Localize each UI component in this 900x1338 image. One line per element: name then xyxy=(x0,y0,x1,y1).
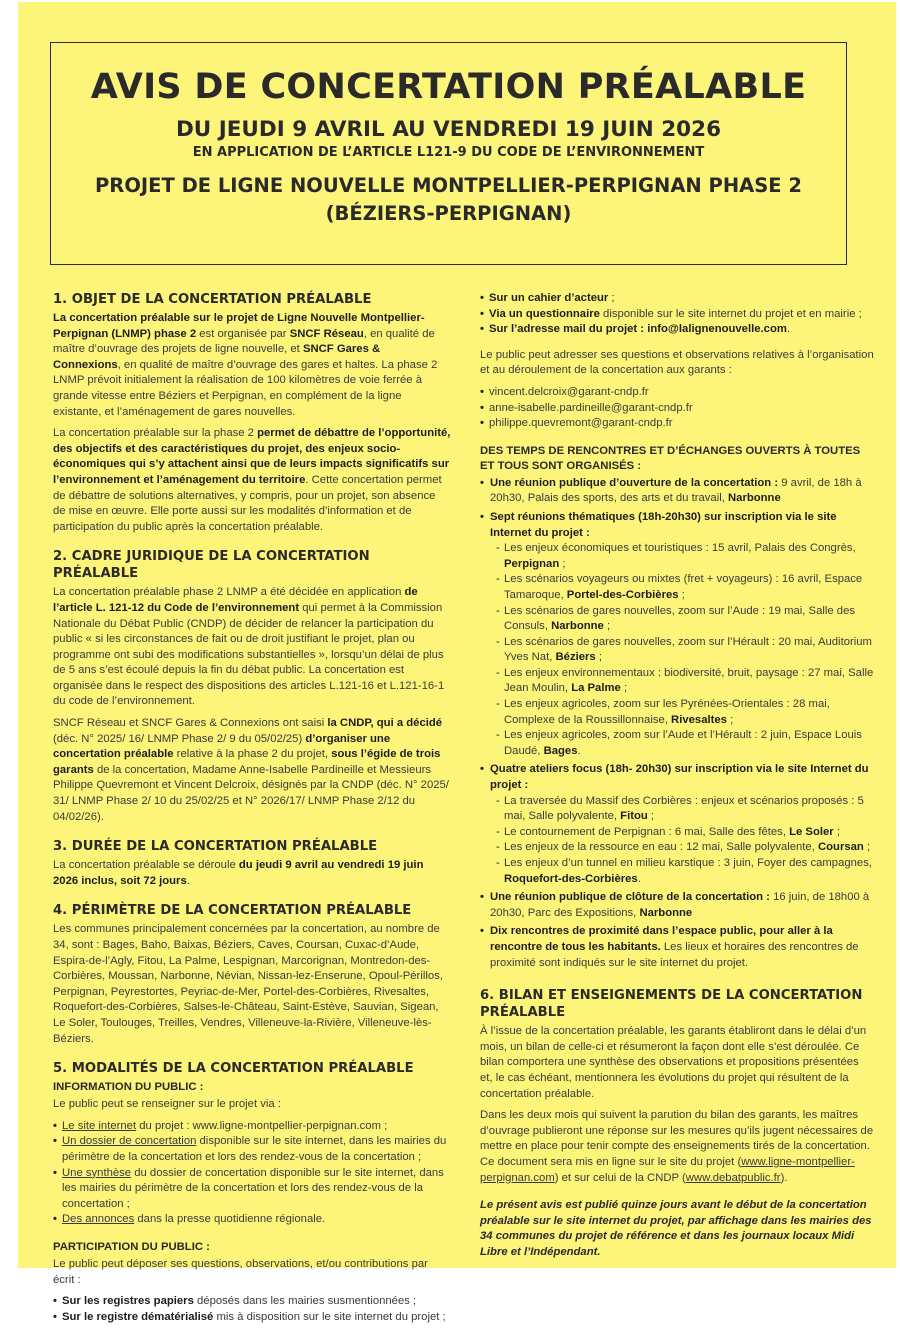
right-column xyxy=(480,291,874,1273)
section-title: 5. MODALITÉS DE LA CONCERTATION PRÉALABLE xyxy=(53,1061,414,1077)
list-item: • Sur les registres papiers déposés dans les mairies susmentionnées ; xyxy=(53,1294,451,1310)
closing-statement: Le présent avis est publié quinze jours avant le début de la concertation préalable sur le site internet du projet, par affichage dans les mairies des 34 communes du projet de référence et dans les journaux locaux Midi Libre et l’Indépendant. xyxy=(480,1199,872,1258)
section-title: 3. DURÉE DE LA CONCERTATION PRÉALABLE xyxy=(53,839,378,855)
info-list xyxy=(53,1119,451,1228)
garants-list xyxy=(480,385,874,432)
section-perimetre xyxy=(53,902,451,1047)
paragraph: La concertation préalable phase 2 LNMP a été décidée en application de l’article L. 121-12 du Code de l’environnement qui permet à la Commission Nationale du Débat Public (CNDP) de décider de relancer la participation du public « si les circonstances de fait ou de droit justifiant le projet, plan ou programme ont subi des modifications substantielles », lorsqu’un délai de plus de 5 ans s’est écoulé depuis la fin du débat public. La concertation est organisée dans le respect des dispositions des articles L.121-16 et L.121-16-1 du code de l’environnement. xyxy=(53,586,445,708)
atelier-item: - Les enjeux d’un tunnel en milieu karstique : 3 juin, Foyer des campagnes, Roquefort-des-Corbières. xyxy=(490,856,874,887)
list-item: • Via un questionnaire disponible sur le site internet du projet et en mairie ; xyxy=(480,307,874,323)
section-duree xyxy=(53,838,451,889)
paragraph: SNCF Réseau et SNCF Gares & Connexions ont saisi la CNDP, qui a décidé (déc. N° 2025/ 16/ LNMP Phase 2/ 9 du 05/02/25) d’organiser une concertation préalable relative à la phase 2 du projet, sous l’égide de trois garants de la concertation, Madame Anne-Isabelle Pardineille et Messieurs Philippe Quevremont et Vincent Delcroix, désignés par la CNDP (déc. N° 2025/ 31/ LNMP Phase 2/ 10 du 25/02/25 et N° 2026/17/ LNMP Phase 2/12 du 04/02/26). xyxy=(53,717,449,823)
section-cadre-juridique xyxy=(53,548,451,825)
project-title: PROJET DE LIGNE NOUVELLE MONTPELLIER-PERPIGNAN PHASE 2 (BÉZIERS-PERPIGNAN) xyxy=(95,174,802,225)
notice-title: AVIS DE CONCERTATION PRÉALABLE xyxy=(90,67,807,107)
list-item: • Un dossier de concertation disponible sur le site internet, dans les mairies du périmètre de la concertation et lors des rendez-vous de la concertation ; xyxy=(53,1134,451,1165)
theme-item: - Les enjeux agricoles, zoom sur l’Aude et l’Hérault : 2 juin, Espace Louis Daudé, Bages. xyxy=(490,728,874,759)
header-box xyxy=(50,42,847,265)
paragraph: Dans les deux mois qui suivent la parution du bilan des garants, les maîtres d’ouvrage publieront une réponse sur les mesures qu’ils jugent nécessaires de mettre en place pour tenir compte des enseignements tirés de la concertation. Ce document sera mis en ligne sur le site du projet (www.ligne-montpellier-perpignan.com) et sur celui de la CNDP (www.debatpublic.fr). xyxy=(480,1109,874,1184)
participation-list xyxy=(53,1294,451,1325)
garant-email: • anne-isabelle.pardineille@garant-cndp.fr xyxy=(480,401,874,417)
list-item: • Une réunion publique d’ouverture de la concertation : 9 avril, de 18h à 20h30, Palais des sports, des arts et du travail, Narbonne xyxy=(480,476,874,507)
theme-item: - Les scénarios voyageurs ou mixtes (fret + voyageurs) : 16 avril, Espace Tamaroque, Portel-des-Corbières ; xyxy=(490,572,874,603)
theme-item: - Les scénarios de gares nouvelles, zoom sur l’Hérault : 20 mai, Auditorium Yves Nat, Béziers ; xyxy=(490,635,874,666)
section-modalites xyxy=(53,1060,451,1325)
paragraph: La concertation préalable sur la phase 2 permet de débattre de l’opportunité, des objectifs et des caractéristiques du projet, des enjeux socio-économiques qui s’y attachent ainsi que de leurs impacts significatifs sur l’environnement et l’aménagement du territoire. Cette concertation permet de débattre de solutions alternatives, y compris, pour un projet, son absence de mise en œuvre. Elle porte aussi sur les modalités d’information et de participation du public après la concertation préalable. xyxy=(53,427,451,533)
theme-item: - Les scénarios de gares nouvelles, zoom sur l’Aude : 19 mai, Salle des Consuls, Narbonne ; xyxy=(490,604,874,635)
list-item: • Sur l’adresse mail du projet : info@lalignenouvelle.com. xyxy=(480,322,874,338)
section-title: 6. BILAN ET ENSEIGNEMENTS DE LA CONCERTATION PRÉALABLE xyxy=(480,988,863,1021)
paragraph: La concertation préalable sur le projet de Ligne Nouvelle Montpellier-Perpignan (LNMP) phase 2 est organisée par SNCF Réseau, en qualité de maître d’ouvrage des projets de ligne nouvelle, et SNCF Gares & Connexions, en qualité de maître d’ouvrage des gares et haltes. La phase 2 LNMP prévoit initialement la réalisation de 100 kilomètres de voie ferrée à grande vitesse entre Béziers et Perpignan, en complément de la ligne existante, et l’aménagement de gares nouvelles. xyxy=(53,312,438,418)
atelier-item: - La traversée du Massif des Corbières : enjeux et scénarios proposés : 5 mai, Salle polyvalente, Fitou ; xyxy=(490,794,874,825)
atelier-item: - Le contournement de Perpignan : 6 mai, Salle des fêtes, Le Soler ; xyxy=(490,825,874,841)
section-title: 4. PÉRIMÈTRE DE LA CONCERTATION PRÉALABLE xyxy=(53,903,412,919)
theme-item: - Les enjeux environnementaux : biodiversité, bruit, paysage : 27 mai, Salle Jean Moulin, La Palme ; xyxy=(490,666,874,697)
section-objet xyxy=(53,291,451,535)
paragraph: Le public peut déposer ses questions, observations, et/ou contributions par écrit : xyxy=(53,1257,428,1286)
meetings-list xyxy=(480,476,874,971)
subsection-title: PARTICIPATION DU PUBLIC : xyxy=(53,1240,210,1253)
section-title: 2. CADRE JURIDIQUE DE LA CONCERTATION PRÉALABLE xyxy=(53,549,370,582)
paragraph: À l’issue de la concertation préalable, les garants établiront dans le délai d’un mois, un bilan de celle-ci et résumeront la façon dont elle s’est déroulée. Ce bilan comportera une synthèse des observations et propositions présentées et, le cas échéant, mentionnera les évolutions du projet qui résultent de la concertation préalable. xyxy=(480,1025,867,1100)
paragraph: La concertation préalable se déroule du jeudi 9 avril au vendredi 19 juin 2026 inclus, soit 72 jours. xyxy=(53,859,424,887)
list-item: • Sur un cahier d’acteur ; xyxy=(480,291,874,307)
notice-legal-basis: EN APPLICATION DE L’ARTICLE L121-9 DU CODE DE L’ENVIRONNEMENT xyxy=(192,145,705,160)
themes-list xyxy=(490,541,874,759)
list-item: • Des annonces dans la presse quotidienne régionale. xyxy=(53,1212,451,1228)
list-item: • Sur le registre dématérialisé mis à disposition sur le site internet du projet ; xyxy=(53,1310,451,1326)
garant-email: • vincent.delcroix@garant-cndp.fr xyxy=(480,385,874,401)
garant-email: • philippe.quevremont@garant-cndp.fr xyxy=(480,416,874,432)
list-item: • Une synthèse du dossier de concertation disponible sur le site internet, dans les mairies du périmètre de la concertation et lors des rendez-vous de la concertation ; xyxy=(53,1166,451,1213)
participation-list-cont xyxy=(480,291,874,338)
list-item: • Une réunion publique de clôture de la concertation : 16 juin, de 18h00 à 20h30, Parc des Expositions, Narbonne xyxy=(480,890,874,921)
list-item: • Sept réunions thématiques (18h-20h30) sur inscription via le site Internet du projet : - Les enjeux économiques et touristiques : 15 avril, Palais des Congrès, Perpignan ; - Les scénarios voyageurs ou mixtes (fret + voyageurs) : 16 avril, Espace Tamaroque, Portel-des-Corbières ; - Les scénarios de gares nouvelles, zoom sur l’Aude : 19 mai, Salle des Consuls, Narbonne ; - Les scénarios de gares nouvelles, zoom sur l’Hérault : 20 mai, Auditorium Yves Nat, Béziers ; - Les enjeux environnementaux : biodiversité, bruit, paysage : 27 mai, Salle Jean Moulin, La Palme ; - Les enjeux agricoles, zoom sur les Pyrénées-Orientales : 28 mai, Complexe de la Roussillonnaise, Rivesaltes ; - Les enjeux agricoles, zoom sur l’Aude et l’Hérault : 2 juin, Espace Louis Daudé, Bages. xyxy=(480,510,874,760)
list-item: • Dix rencontres de proximité dans l’espace public, pour aller à la rencontre de tous les habitants. Les lieux et horaires des rencontres de proximité sont indiqués sur le site internet du projet. xyxy=(480,924,874,971)
theme-item: - Les enjeux économiques et touristiques : 15 avril, Palais des Congrès, Perpignan ; xyxy=(490,541,874,572)
notice-dates: DU JEUDI 9 AVRIL AU VENDREDI 19 JUIN 2026 xyxy=(175,117,722,142)
atelier-item: - Les enjeux de la ressource en eau : 12 mai, Salle polyvalente, Coursan ; xyxy=(490,840,874,856)
paragraph: Les communes principalement concernées par la concertation, au nombre de 34, sont : Bages, Baho, Baixas, Béziers, Caves, Coursan, Cuxac-d’Aude, Espira-de-l’Agly, Fitou, La Palme, Lespignan, Marcorignan, Montredon-des-Corbières, Moussan, Narbonne, Névian, Nissan-lez-Enserune, Opoul-Périllos, Perpignan, Peyrestortes, Peyriac-de-Mer, Portel-des-Corbières, Rivesaltes, Roquefort-des-Corbières, Salses-le-Château, Saint-Estève, Sauvian, Sigean, Le Soler, Toulouges, Treilles, Vendres, Villeneuve-la-Rivière, Villeneuve-lès-Béziers. xyxy=(53,923,443,1045)
list-item: • Quatre ateliers focus (18h- 20h30) sur inscription via le site Internet du projet : - La traversée du Massif des Corbières : enjeux et scénarios proposés : 5 mai, Salle polyvalente, Fitou ; - Le contournement de Perpignan : 6 mai, Salle des fêtes, Le Soler ; - Les enjeux de la ressource en eau : 12 mai, Salle polyvalente, Coursan ; - Les enjeux d’un tunnel en milieu karstique : 3 juin, Foyer des campagnes, Roquefort-des-Corbières. xyxy=(480,762,874,887)
paragraph: Le public peut adresser ses questions et observations relatives à l’organisation et au déroulement de la concertation aux garants : xyxy=(480,348,874,377)
section-bilan xyxy=(480,987,874,1260)
ateliers-list xyxy=(490,794,874,888)
subsection-title: INFORMATION DU PUBLIC : xyxy=(53,1081,204,1094)
list-item: • Le site internet du projet : www.ligne-montpellier-perpignan.com ; xyxy=(53,1119,451,1135)
paragraph: Le public peut se renseigner sur le projet via : xyxy=(53,1098,281,1111)
theme-item: - Les enjeux agricoles, zoom sur les Pyrénées-Orientales : 28 mai, Complexe de la Roussillonnaise, Rivesaltes ; xyxy=(490,697,874,728)
left-column xyxy=(53,291,451,1338)
subsection-title: DES TEMPS DE RENCONTRES ET D’ÉCHANGES OUVERTS À TOUTES ET TOUS SONT ORGANISÉS : xyxy=(480,444,861,472)
section-title: 1. OBJET DE LA CONCERTATION PRÉALABLE xyxy=(53,292,372,307)
